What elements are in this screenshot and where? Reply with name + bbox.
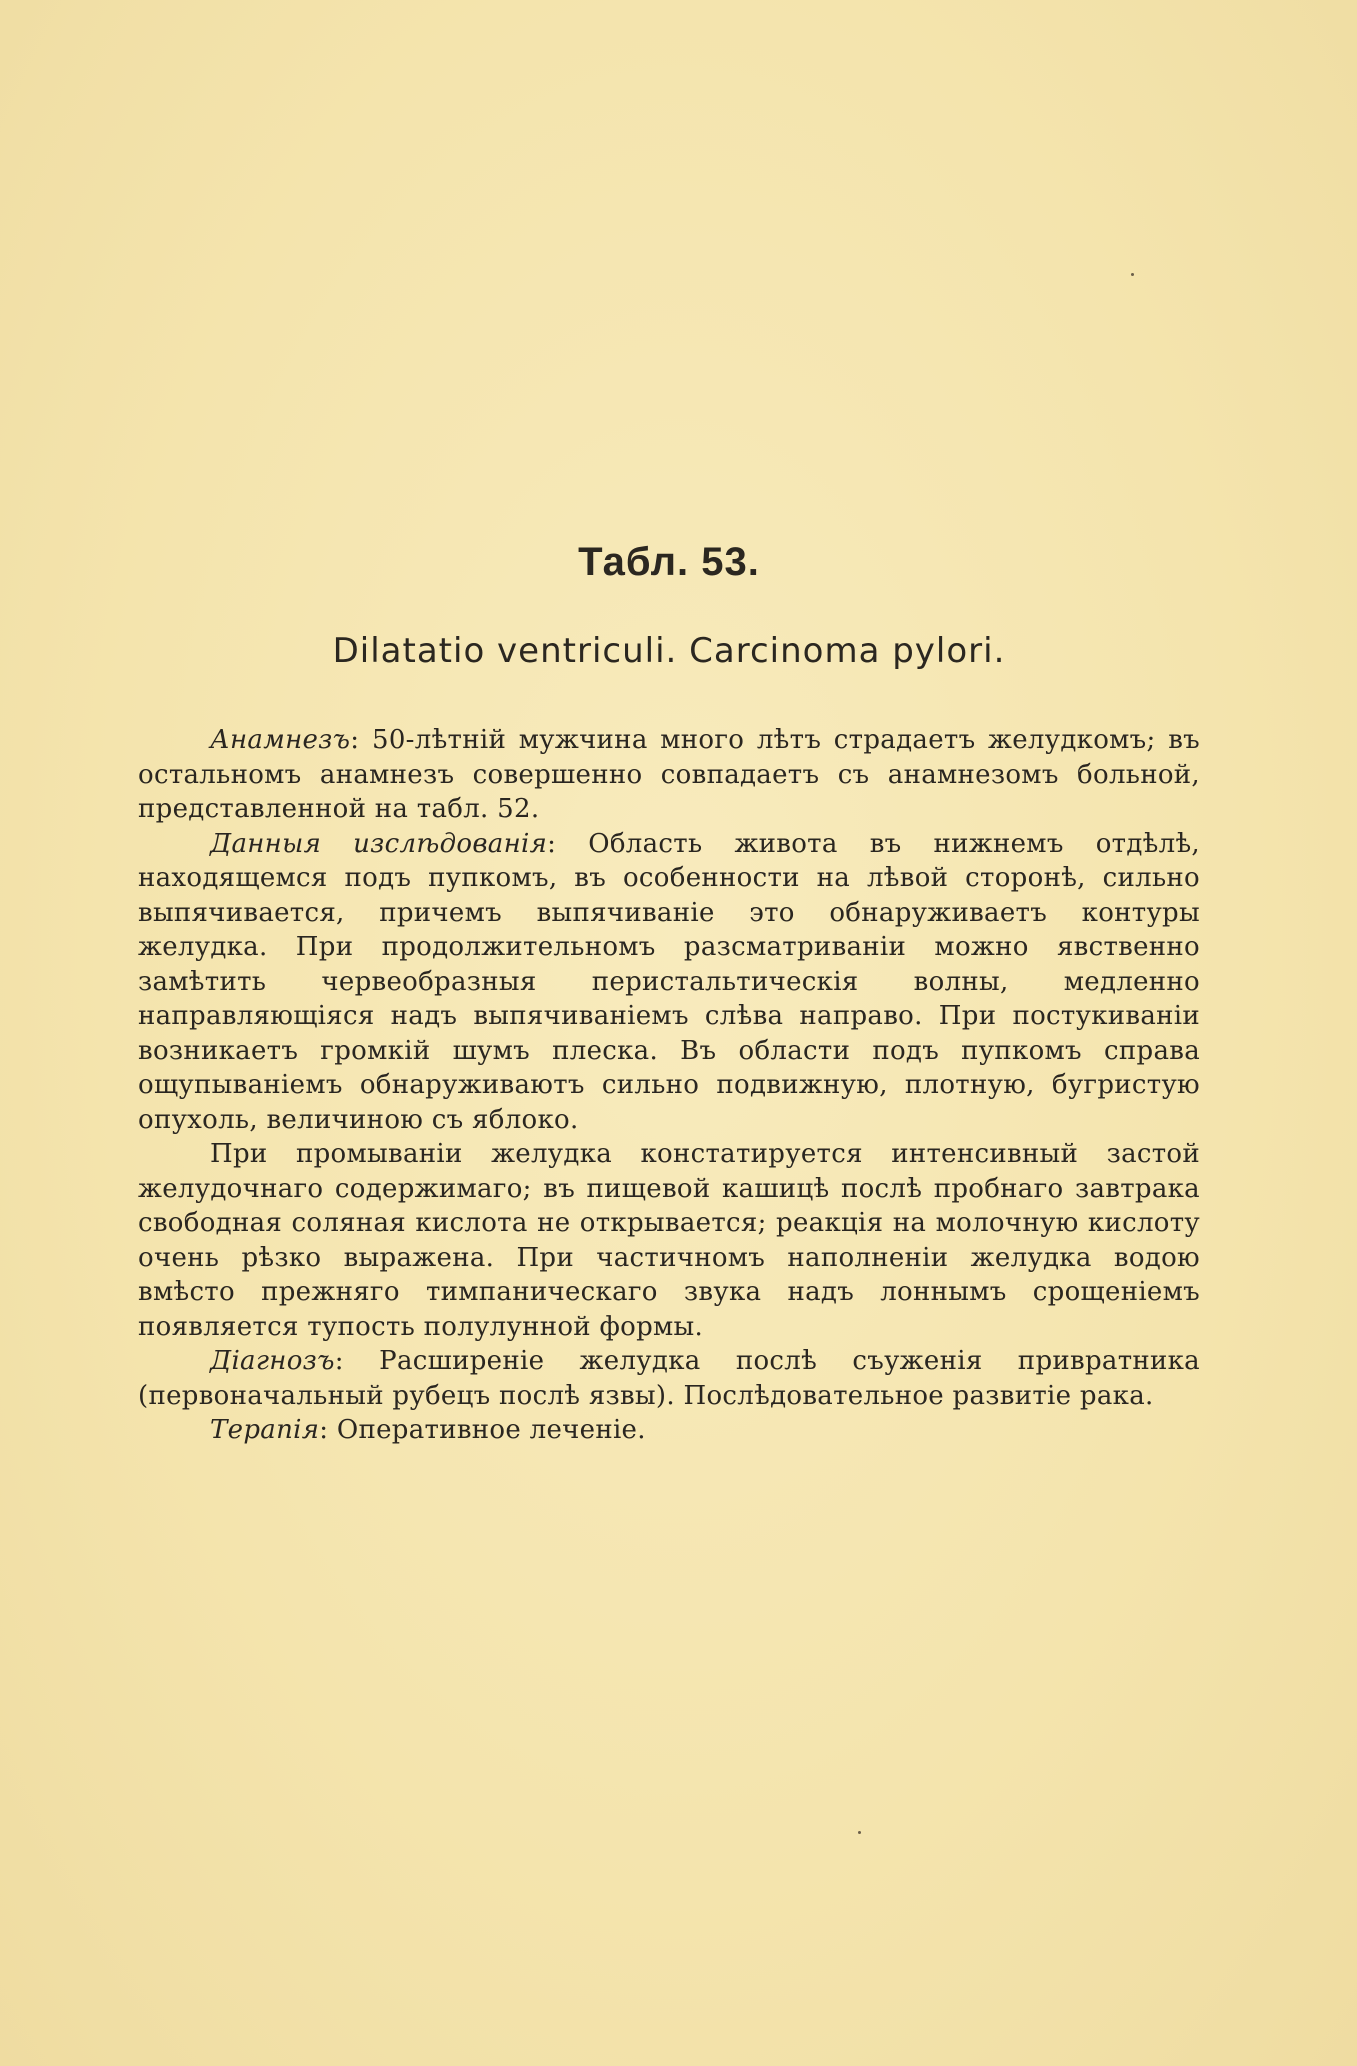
paragraph-text: При промываніи желудка констатируется интенсивный застой желудочнаго содержимаго; въ пищевой кашицѣ послѣ пробнаго завтрака свободная соляная кислота не открывается; реакція на молочную кислоту очень рѣзко выражена. При частичномъ наполненіи желудка водою вмѣсто прежняго тимпаническаго звука надъ лоннымъ срощеніемъ появляется тупость полулунной формы. (138, 1139, 1200, 1342)
paragraph-anamnesis (138, 723, 1200, 827)
page-title: Табл. 53. (578, 540, 760, 584)
paragraph-therapy (138, 1413, 1200, 1448)
paragraph-label: Терапія (210, 1415, 320, 1445)
paragraph-text: : Оперативное леченіе. (319, 1415, 646, 1445)
document-body (138, 540, 1200, 1448)
page-subtitle: Dilatatio ventriculi. Carcinoma pylori. (332, 631, 1006, 671)
paragraph-label: Діагнозъ (210, 1346, 335, 1376)
paragraph-text: : 50-лѣтній мужчина много лѣтъ страдаетъ желудкомъ; въ остальномъ анамнезъ совершенно совпадаетъ съ анамнезомъ больной, представленной на табл. 52. (138, 725, 1200, 824)
paragraph-label: Анамнезъ (210, 725, 351, 755)
paragraph-text: : Область живота въ нижнемъ отдѣлѣ, находящемся подъ пупкомъ, въ особенности на лѣвой сторонѣ, сильно выпячивается, причемъ выпячиваніе это обнаруживаетъ контуры желудка. При продолжительномъ разсматриваніи можно явственно замѣтить червеобразныя перистальтическія волны, медленно направляющіяся надъ выпячиваніемъ слѣва направо. При постукиваніи возникаетъ громкій шумъ плеска. Въ области подъ пупкомъ справа ощупываніемъ обнаруживаютъ сильно подвижную, плотную, бугристую опухоль, величиною съ яблоко. (138, 828, 1200, 1135)
paragraph-label: Данныя изслѣдованія (210, 828, 548, 859)
paper-speck (1131, 273, 1134, 276)
paragraph-lavage (138, 1137, 1200, 1344)
paragraph-text: : Расширеніе желудка послѣ съуженія привратника (первоначальный рубецъ послѣ язвы). Послѣдовательное развитіе рака. (138, 1346, 1200, 1411)
paragraph-diagnosis (138, 1344, 1200, 1413)
paper-speck (858, 1831, 861, 1834)
paragraph-examination (138, 827, 1200, 1138)
